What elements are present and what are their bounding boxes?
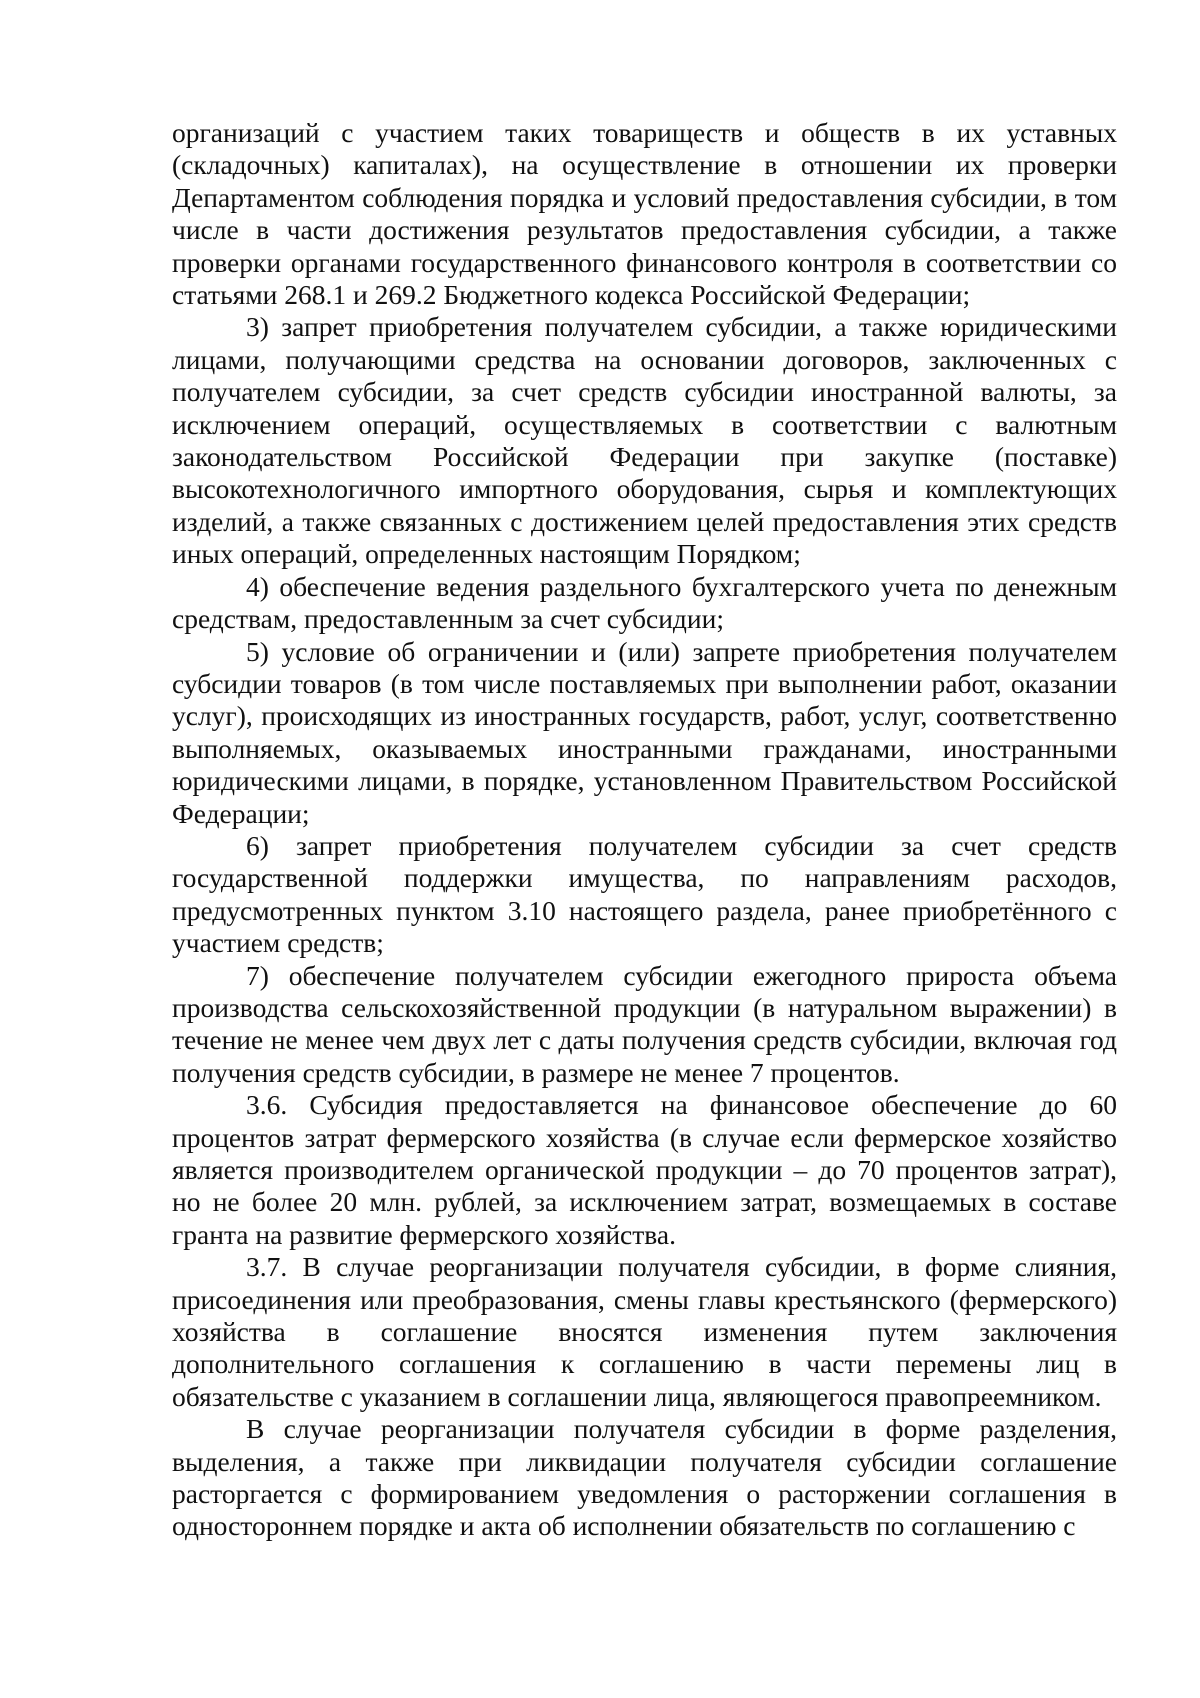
paragraph-4: 5) условие об ограничении и (или) запрете приобретения получателем субсидии товаров (в том числе поставляемых при выполнении работ, оказании услуг), происходящих из иностранных государств, работ, услуг, соответственно выполняемых, оказываемых иностранными гражданами, иностранными юридическими лицами, в порядке, установленном Правительством Российской Федерации; [172, 635, 1117, 829]
paragraph-5: 6) запрет приобретения получателем субсидии за счет средств государственной поддержки имущества, по направлениям расходов, предусмотренных пунктом 3.10 настоящего раздела, ранее приобретённого с участием средств; [172, 829, 1117, 959]
paragraph-3: 4) обеспечение ведения раздельного бухгалтерского учета по денежным средствам, предоставленным за счет субсидии; [172, 570, 1117, 635]
paragraph-6: 7) обеспечение получателем субсидии ежегодного прироста объема производства сельскохозяйственной продукции (в натуральном выражении) в течение не менее чем двух лет с даты получения средств субсидии, включая год получения средств субсидии, в размере не менее 7 процентов. [172, 959, 1117, 1088]
document-body [172, 117, 1117, 1543]
paragraph-9: В случае реорганизации получателя субсидии в форме разделения, выделения, а также при ликвидации получателя субсидии соглашение расторгается с формированием уведомления о расторжении соглашения в одностороннем порядке и акта об исполнении обязательств по соглашению с [172, 1413, 1117, 1542]
paragraph-2: 3) запрет приобретения получателем субсидии, а также юридическими лицами, получающими средства на основании договоров, заключенных с получателем субсидии, за счет средств субсидии иностранной валюты, за исключением операций, осуществляемых в соответствии с валютным законодательством Российской Федерации при закупке (поставке) высокотехнологичного импортного оборудования, сырья и комплектующих изделий, а также связанных с достижением целей предоставления этих средств иных операций, определенных настоящим Порядком; [172, 311, 1117, 570]
paragraph-1: организаций с участием таких товариществ и обществ в их уставных (складочных) капиталах), на осуществление в отношении их проверки Департаментом соблюдения порядка и условий предоставления субсидии, в том числе в части достижения результатов предоставления субсидии, а также проверки органами государственного финансового контроля в соответствии со статьями 268.1 и 269.2 Бюджетного кодекса Российской Федерации; [172, 117, 1117, 311]
paragraph-8: 3.7. В случае реорганизации получателя субсидии, в форме слияния, присоединения или преобразования, смены главы крестьянского (фермерского) хозяйства в соглашение вносятся изменения путем заключения дополнительного соглашения к соглашению в части перемены лиц в обязательстве с указанием в соглашении лица, являющегося правопреемником. [172, 1251, 1117, 1412]
paragraph-7: 3.6. Субсидия предоставляется на финансовое обеспечение до 60 процентов затрат фермерского хозяйства (в случае если фермерское хозяйство является производителем органической продукции – до 70 процентов затрат), но не более 20 млн. рублей, за исключением затрат, возмещаемых в составе гранта на развитие фермерского хозяйства. [172, 1089, 1117, 1250]
